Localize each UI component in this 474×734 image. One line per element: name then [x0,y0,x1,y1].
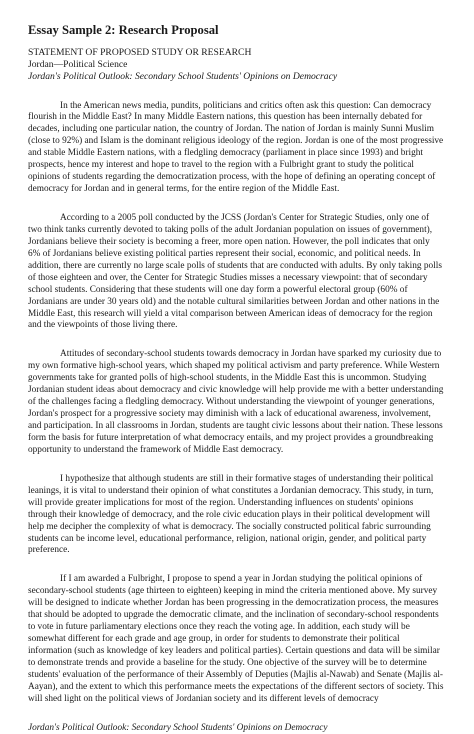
proposal-header [28,47,444,83]
paragraph-1: In the American news media, pundits, politicians and critics often ask this question: Can democracy flourish in the Middle East? In many Middle Eastern nations, this question has been internally debated for decades, including one particular nation, the country of Jordan. The nation of Jordan is mainly Sunni Muslim (close to 92%) and Islam is the dominant religious ideology of the region. Jordan is one of the most progressive and stable Middle Eastern nations, with a fledgling democracy (parliament in place since 1993) and bright prospects, hence my interest and hope to travel to the region with a Fulbright grant to study the political opinions of students regarding the democratization process, with the hope of defining an operating concept of democracy for Jordan and in general terms, for the entire region of the Middle East. [28,100,444,195]
paragraph-2: According to a 2005 poll conducted by the JCSS (Jordan's Center for Strategic Studies, only one of two think tanks currently devoted to taking polls of the adult Jordanian population on issues of government), Jordanians believe their society is becoming a freer, more open nation. However, the poll indicates that only 6% of Jordanians believe existing political parties represent their social, economic, and political needs. In addition, there are currently no large scale polls of students that are conducted with adults. By only taking polls of those eighteen and over, the Center for Strategic Studies misses a necessary viewpoint: that of secondary school students. Considering that these students will one day form a powerful electoral group (60% of Jordanians are under 30 years old) and the notable cultural similarities between Jordan and other nations in the Middle East, this research will yield a vital comparison between American ideas of democracy for the region and the viewpoints of those living there. [28,213,442,331]
paragraph-4: I hypothesize that although students are still in their formative stages of understanding their political leanings, it is vital to understand their opinion of what constitutes a Jordanian democracy. This study, in turn, will provide greater implications for most of the region. Understanding influences on students' opinions through their knowledge of democracy, and the role civic education plays in their political development will help me decipher the complexity of what is democracy. The socially constructed political fabric surrounding students can be income level, educational performance, religion, national origin, gender, and political party preference. [28,473,434,556]
paragraph-3: Attitudes of secondary-school students towards democracy in Jordan have sparked my curiosity due to my own formative high-school years, which shaped my political activism and party preference. While Western governments take for granted polls of high-school students, in the Middle East this is uncommon. Studying Jordanian student ideas about democracy and civic knowledge will help provide me with a better understanding of the challenges facing a fledgling democracy. Without understanding the viewpoint of younger generations, Jordan's prospect for a progressive society may diminish with a lack of educational awareness, involvement, and participation. In all classrooms in Jordan, students are taught civic lessons about their nation. These lessons form the basis for future interpretation of what democracy entails, and my project provides a groundbreaking opportunity to understand the framework of Middle East democracy. [28,349,444,455]
footer-title: Jordan's Political Outlook: Secondary School Students' Opinions on Democracy [28,722,328,733]
paragraph-5: If I am awarded a Fulbright, I propose to spend a year in Jordan studying the political opinions of secondary-school students (age thirteen to eighteen) keeping in mind the criteria mentioned above. My survey will be designed to indicate whether Jordan has been progressing in the democratization process, the measures that should be adopted to upgrade the democratic climate, and the inclination of secondary-school respondents to vote in future parliamentary elections once they reach the voting age. In addition, each study will be somewhat different for each grade and age group, in order for students to demonstrate their political information (such as knowledge of key leaders and political parties). Certain questions and data will be similar to demonstrate trends and provide a baseline for the study. One objective of the survey will be to determine students' evaluation of the performance of their Assembly of Deputies (Majlis al-Nawab) and Senate (Majlis al-Aayan), and the extent to which this performance meets the expectations of the different sectors of society. This will shed light on the political views of Jordanian society and its different levels of democracy [28,574,444,704]
field-line: Jordan—Political Science [28,58,128,70]
proposal-subtitle: Jordan's Political Outlook: Secondary School Students' Opinions on Democracy [28,70,338,82]
statement-heading: STATEMENT OF PROPOSED STUDY OR RESEARCH [28,46,252,58]
document-title: Essay Sample 2: Research Proposal [28,23,219,37]
